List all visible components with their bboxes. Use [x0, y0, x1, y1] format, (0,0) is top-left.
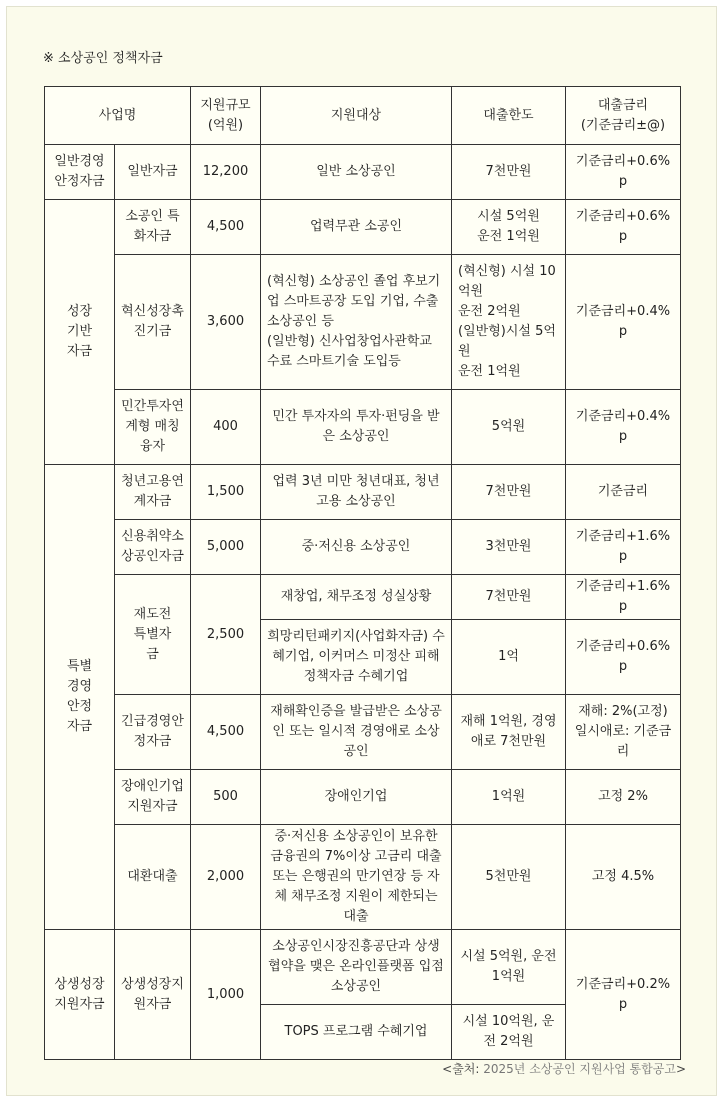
content-panel — [6, 6, 717, 1096]
group-general: 일반경영 안정자금 — [45, 145, 115, 200]
program-rate: 재해: 2%(고정) 일시애로: 기준금리 — [566, 695, 681, 770]
program-target: 중·저신용 소상공인 — [261, 520, 452, 575]
header-limit: 대출한도 — [452, 87, 566, 145]
policy-fund-table — [44, 86, 681, 1060]
program-name: 대환대출 — [115, 825, 191, 930]
program-scale: 2,000 — [191, 825, 261, 930]
program-name: 청년고용연계자금 — [115, 465, 191, 520]
program-target: 민간 투자자의 투자·펀딩을 받은 소상공인 — [261, 390, 452, 465]
table-header-row — [45, 87, 681, 145]
program-target: 재해확인증을 발급받은 소상공인 또는 일시적 경영애로 소상공인 — [261, 695, 452, 770]
table-row — [45, 465, 681, 520]
program-scale: 1,500 — [191, 465, 261, 520]
program-scale: 2,500 — [191, 575, 261, 695]
table-row — [45, 390, 681, 465]
header-rate: 대출금리 (기준금리±@) — [566, 87, 681, 145]
program-rate: 기준금리+0.2%p — [566, 930, 681, 1060]
program-rate: 기준금리+0.6%p — [566, 200, 681, 255]
program-limit: (혁신형) 시설 10억원 운전 2억원 (일반형)시설 5억원 운전 1억원 — [452, 255, 566, 390]
program-scale: 12,200 — [191, 145, 261, 200]
table-row — [45, 200, 681, 255]
program-limit: 7천만원 — [452, 465, 566, 520]
program-target: 업력무관 소공인 — [261, 200, 452, 255]
program-rate: 고정 2% — [566, 770, 681, 825]
program-limit: 5억원 — [452, 390, 566, 465]
table-row — [45, 770, 681, 825]
program-scale: 400 — [191, 390, 261, 465]
program-limit: 재해 1억원, 경영애로 7천만원 — [452, 695, 566, 770]
table-row — [45, 825, 681, 930]
program-target: 일반 소상공인 — [261, 145, 452, 200]
program-scale: 500 — [191, 770, 261, 825]
program-rate: 기준금리+0.6%p — [566, 145, 681, 200]
program-name: 혁신성장촉진기금 — [115, 255, 191, 390]
header-program: 사업명 — [45, 87, 191, 145]
program-limit: 3천만원 — [452, 520, 566, 575]
group-growth: 성장 기반 자금 — [45, 200, 115, 465]
program-name: 민간투자연계형 매칭 융자 — [115, 390, 191, 465]
table-row — [45, 520, 681, 575]
program-limit: 7천만원 — [452, 145, 566, 200]
program-target: 장애인기업 — [261, 770, 452, 825]
program-rate: 기준금리+1.6%p — [566, 575, 681, 620]
program-name: 신용취약소상공인자금 — [115, 520, 191, 575]
program-limit: 1억원 — [452, 770, 566, 825]
program-limit: 1억 — [452, 620, 566, 695]
program-name: 일반자금 — [115, 145, 191, 200]
section-heading: ※ 소상공인 정책자금 — [43, 51, 163, 66]
program-limit: 5천만원 — [452, 825, 566, 930]
program-limit: 시설 5억원, 운전 1억원 — [452, 930, 566, 1005]
program-limit: 시설 10억원, 운전 2억원 — [452, 1005, 566, 1060]
group-coop: 상생성장 지원자금 — [45, 930, 115, 1060]
program-scale: 1,000 — [191, 930, 261, 1060]
program-scale: 5,000 — [191, 520, 261, 575]
program-rate: 고정 4.5% — [566, 825, 681, 930]
table-row — [45, 575, 681, 620]
header-scale: 지원규모 (억원) — [191, 87, 261, 145]
program-target: (혁신형) 소상공인 졸업 후보기업 스마트공장 도입 기업, 수출 소상공인 등 (일반형) 신사업창업사관학교 수료 스마트기술 도입등 — [261, 255, 452, 390]
table-row — [45, 930, 681, 1005]
header-target: 지원대상 — [261, 87, 452, 145]
program-rate: 기준금리 — [566, 465, 681, 520]
table-row — [45, 255, 681, 390]
program-scale: 4,500 — [191, 695, 261, 770]
program-name: 장애인기업 지원자금 — [115, 770, 191, 825]
program-target: 재창업, 채무조정 성실상황 — [261, 575, 452, 620]
source-citation: <출처: 2025년 소상공인 지원사업 통합공고> — [442, 1062, 686, 1076]
program-scale: 4,500 — [191, 200, 261, 255]
program-target: 소상공인시장진흥공단과 상생협약을 맺은 온라인플랫폼 입점 소상공인 — [261, 930, 452, 1005]
program-name: 재도전 특별자금 — [115, 575, 191, 695]
table-row — [45, 145, 681, 200]
table-row — [45, 695, 681, 770]
program-target: 업력 3년 미만 청년대표, 청년고용 소상공인 — [261, 465, 452, 520]
program-target: 희망리턴패키지(사업화자금) 수혜기업, 이커머스 미정산 피해 정책자금 수혜기업 — [261, 620, 452, 695]
group-special: 특별 경영 안정 자금 — [45, 465, 115, 930]
program-target: 중·저신용 소상공인이 보유한 금융권의 7%이상 고금리 대출 또는 은행권의 만기연장 등 자체 채무조정 지원이 제한되는 대출 — [261, 825, 452, 930]
program-target: TOPS 프로그램 수혜기업 — [261, 1005, 452, 1060]
program-name: 소공인 특화자금 — [115, 200, 191, 255]
program-rate: 기준금리+0.4%p — [566, 390, 681, 465]
program-limit: 시설 5억원 운전 1억원 — [452, 200, 566, 255]
program-name: 긴급경영안정자금 — [115, 695, 191, 770]
program-scale: 3,600 — [191, 255, 261, 390]
program-name: 상생성장지원자금 — [115, 930, 191, 1060]
program-limit: 7천만원 — [452, 575, 566, 620]
program-rate: 기준금리+0.6%p — [566, 620, 681, 695]
program-rate: 기준금리+1.6%p — [566, 520, 681, 575]
program-rate: 기준금리+0.4%p — [566, 255, 681, 390]
